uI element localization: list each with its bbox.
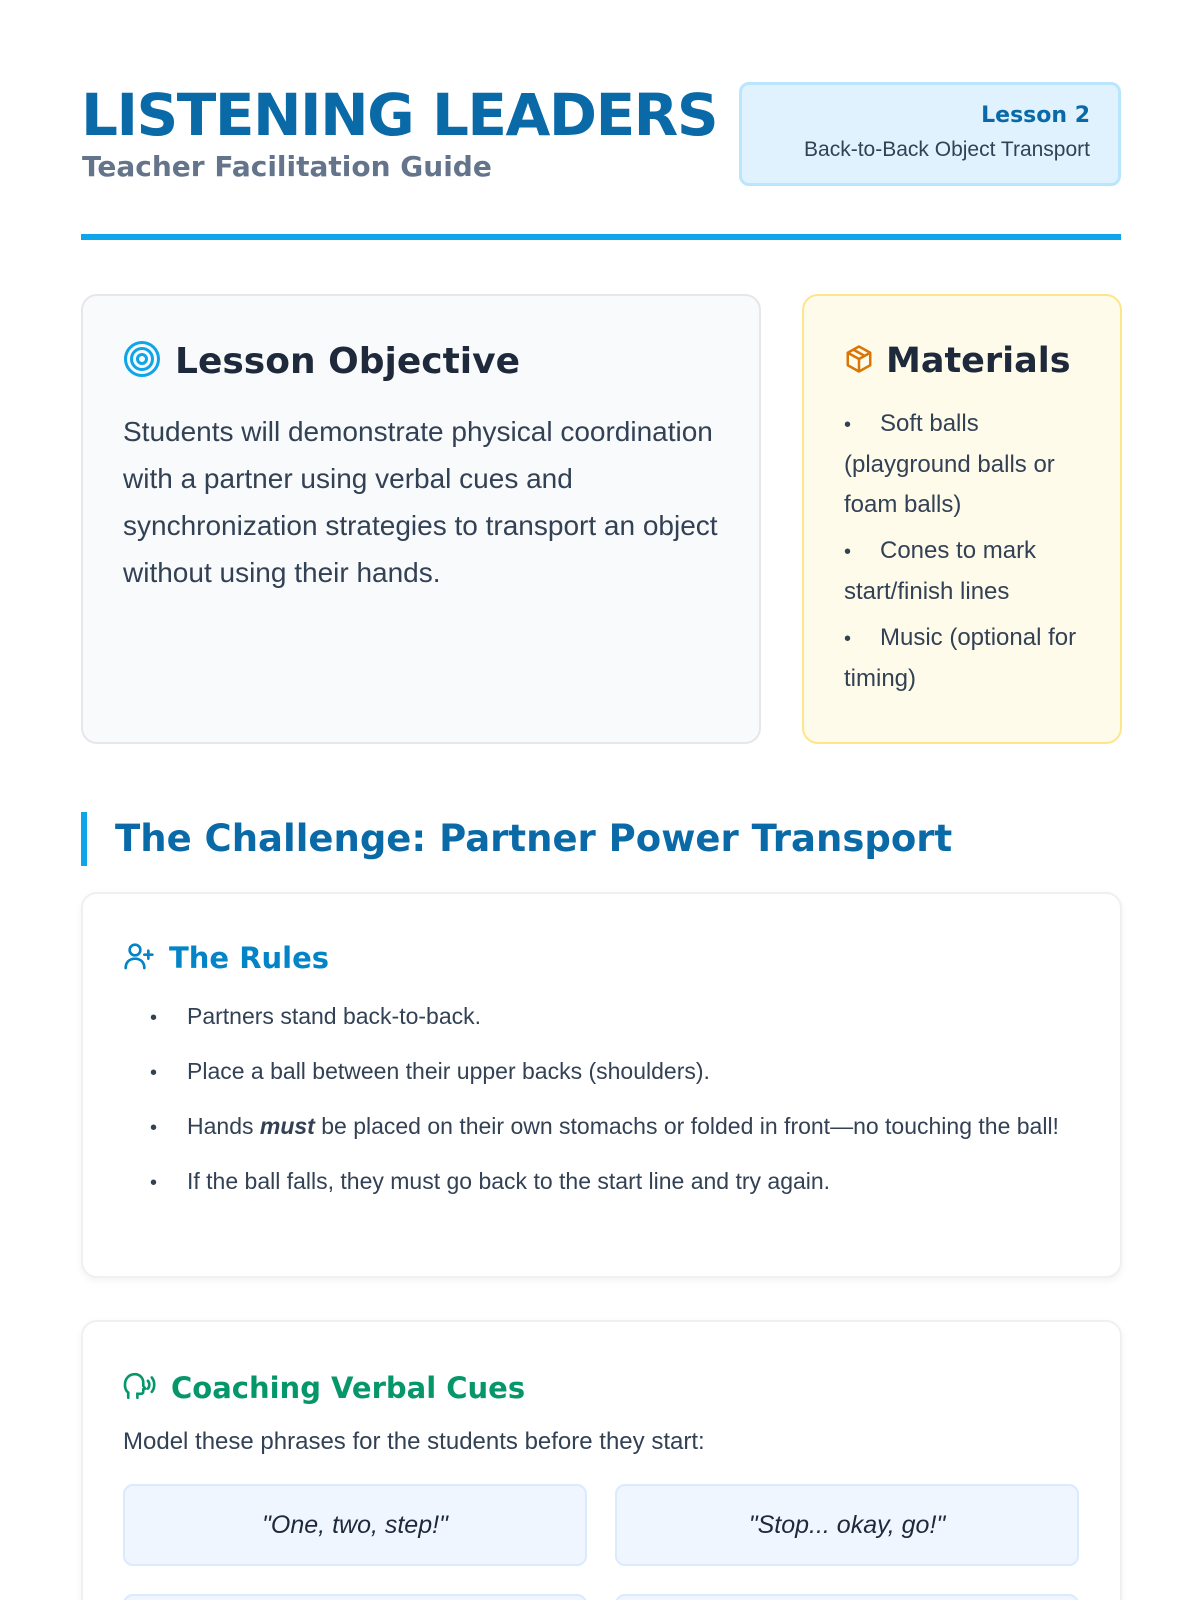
rules-item: • If the ball falls, they must go back to the start line and try again. <box>150 1168 831 1194</box>
cues-heading: Coaching Verbal Cues <box>171 1371 526 1405</box>
target-icon <box>123 340 161 383</box>
objective-text: Students will demonstrate physical coordination with a partner using verbal cues and synchronization strategies to transport an object without using their hands. <box>123 416 718 588</box>
lesson-number: Lesson 2 <box>981 103 1090 128</box>
objective-card <box>81 294 761 744</box>
user-plus-icon <box>123 940 155 977</box>
rules-item: • Partners stand back-to-back. <box>150 1003 482 1029</box>
lesson-name: Back-to-Back Object Transport <box>804 138 1090 161</box>
rules-list <box>123 996 1080 1203</box>
rules-heading: The Rules <box>169 941 330 975</box>
challenge-section-heading <box>81 812 952 866</box>
materials-item: • Soft balls (playground balls or foam balls) <box>844 410 1055 518</box>
cue-phrase: "Stop... okay, go!" <box>615 1484 1079 1566</box>
cues-card <box>81 1320 1122 1600</box>
materials-card <box>802 294 1122 744</box>
rules-emphasis: must <box>259 1113 315 1139</box>
materials-heading: Materials <box>886 341 1071 381</box>
box-icon <box>844 344 874 379</box>
cue-phrase-partial <box>123 1594 587 1600</box>
cues-intro: Model these phrases for the students before they start: <box>123 1428 705 1455</box>
objective-heading: Lesson Objective <box>175 340 521 382</box>
page-subtitle: Teacher Facilitation Guide <box>82 150 492 183</box>
materials-item: • Music (optional for timing) <box>844 624 1077 692</box>
cue-phrase: "One, two, step!" <box>123 1484 587 1566</box>
cues-grid <box>123 1484 1080 1600</box>
page-header <box>81 80 1121 240</box>
page-title: LISTENING LEADERS <box>81 81 718 149</box>
cue-phrase-partial <box>615 1594 1079 1600</box>
materials-item: • Cones to mark start/finish lines <box>844 537 1037 605</box>
lesson-badge <box>739 82 1121 186</box>
rules-item: • Place a ball between their upper backs (shoulders). <box>150 1058 710 1084</box>
materials-list <box>844 404 1100 699</box>
speaking-head-icon <box>123 1370 157 1407</box>
challenge-heading: The Challenge: Partner Power Transport <box>115 817 953 860</box>
header-divider <box>81 234 1121 240</box>
rules-item: • Hands must be placed on their own stomachs or folded in front—no touching the ball! <box>150 1113 1059 1139</box>
rules-card <box>81 892 1122 1278</box>
